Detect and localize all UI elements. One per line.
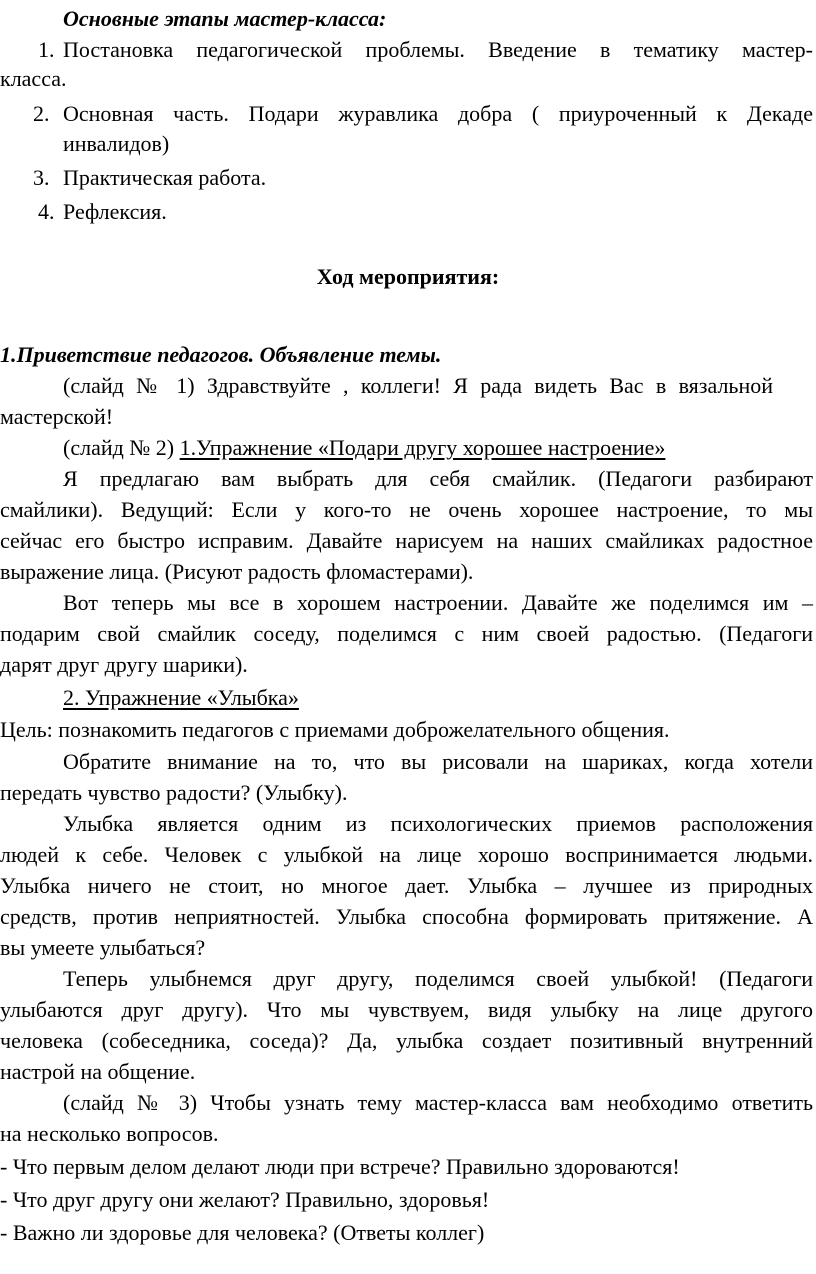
- stage-item-2-continuation: инвалидов): [63, 131, 170, 156]
- paragraph-line: Я предлагаю вам выбрать для себя смайлик. (Педагоги разбирают: [63, 466, 813, 491]
- paragraph-line: средств, против неприятностей. Улыбка способна формировать притяжение. А: [0, 904, 813, 929]
- stage-item-4-number: 4.: [38, 199, 55, 224]
- paragraph-line: выражение лица. (Рисуют радость фломастерами).: [0, 559, 474, 584]
- question-line: - Что первым делом делают люди при встрече? Правильно здороваются!: [0, 1154, 680, 1179]
- stage-item-4: [38, 197, 167, 227]
- paragraph-line: людей к себе. Человек с улыбкой на лице хорошо воспринимается людьми.: [0, 842, 813, 867]
- paragraph-line: Теперь улыбнемся друг другу, поделимся своей улыбкой! (Педагоги: [63, 966, 813, 991]
- question-line: - Важно ли здоровье для человека? (Ответы коллег): [0, 1220, 485, 1245]
- paragraph-line: дарят друг другу шарики).: [0, 652, 248, 677]
- stage-item-2-text: Основная часть. Подари журавлика добра ( приуроченный к Декаде: [63, 101, 813, 126]
- paragraph-line: Обратите внимание на то, что вы рисовали на шариках, когда хотели: [63, 749, 813, 774]
- event-heading: Ход мероприятия:: [316, 264, 500, 289]
- paragraph-line: вы умеете улыбаться?: [0, 935, 206, 960]
- stage-item-3-number: 3.: [33, 165, 50, 190]
- paragraph-line: смайлики). Ведущий: Если у кого-то не очень хорошее настроение, то мы: [0, 497, 813, 522]
- stage-item-1-text: Постановка педагогической проблемы. Введение в тематику мастер-: [63, 37, 813, 62]
- paragraph-line: настрой на общение.: [0, 1059, 196, 1084]
- paragraph-line: Вот теперь мы все в хорошем настроении. Давайте же поделимся им –: [63, 590, 813, 615]
- paragraph-line: (слайд № 3) Чтобы узнать тему мастер-класса вам необходимо ответить: [63, 1090, 813, 1115]
- section-heading: 1.Приветствие педагогов. Объявление темы.: [0, 342, 442, 367]
- paragraph-line: передать чувство радости? (Улыбку).: [0, 780, 348, 805]
- paragraph-line: на несколько вопросов.: [0, 1121, 219, 1146]
- paragraph-line: сейчас его быстро исправим. Давайте нарисуем на наших смайликах радостное: [0, 528, 813, 553]
- stages-heading: Основные этапы мастер-класса:: [63, 6, 387, 31]
- exercise-1-title: 1.Упражнение «Подари другу хорошее настроение»: [179, 435, 666, 460]
- paragraph-line: [63, 433, 665, 463]
- stage-item-3-text: Практическая работа.: [63, 165, 267, 190]
- paragraph-line: Улыбка является одним из психологических приемов расположения: [63, 811, 813, 836]
- stage-item-2-number: 2.: [33, 101, 50, 126]
- paragraph-line: Улыбка ничего не стоит, но многое дает. Улыбка – лучшее из природных: [0, 873, 813, 898]
- paragraph-line: подарим свой смайлик соседу, поделимся с ним своей радостью. (Педагоги: [0, 621, 813, 646]
- paragraph-line: (слайд № 1) Здравствуйте , коллеги! Я рада видеть Вас в вязальной: [63, 373, 773, 398]
- paragraph-line: мастерской!: [0, 404, 114, 429]
- stage-item-1-number: 1.: [38, 37, 55, 62]
- paragraph-line: улыбаются друг другу). Что мы чувствуем, видя улыбку на лице другого: [0, 997, 813, 1022]
- stage-item-4-text: Рефлексия.: [63, 199, 167, 224]
- paragraph-line: Цель: познакомить педагогов с приемами доброжелательного общения.: [0, 717, 670, 742]
- question-line: - Что друг другу они желают? Правильно, здоровья!: [0, 1187, 490, 1212]
- paragraph-line: человека (собеседника, соседа)? Да, улыбка создает позитивный внутренний: [0, 1028, 813, 1053]
- stage-item-3: [33, 163, 266, 193]
- stage-item-1-continuation: класса.: [0, 66, 67, 91]
- slide-label: (слайд № 2): [63, 435, 175, 460]
- exercise-2-title: 2. Упражнение «Улыбка»: [63, 685, 299, 710]
- stage-item-2: [33, 99, 813, 129]
- stage-item-1: [38, 35, 813, 65]
